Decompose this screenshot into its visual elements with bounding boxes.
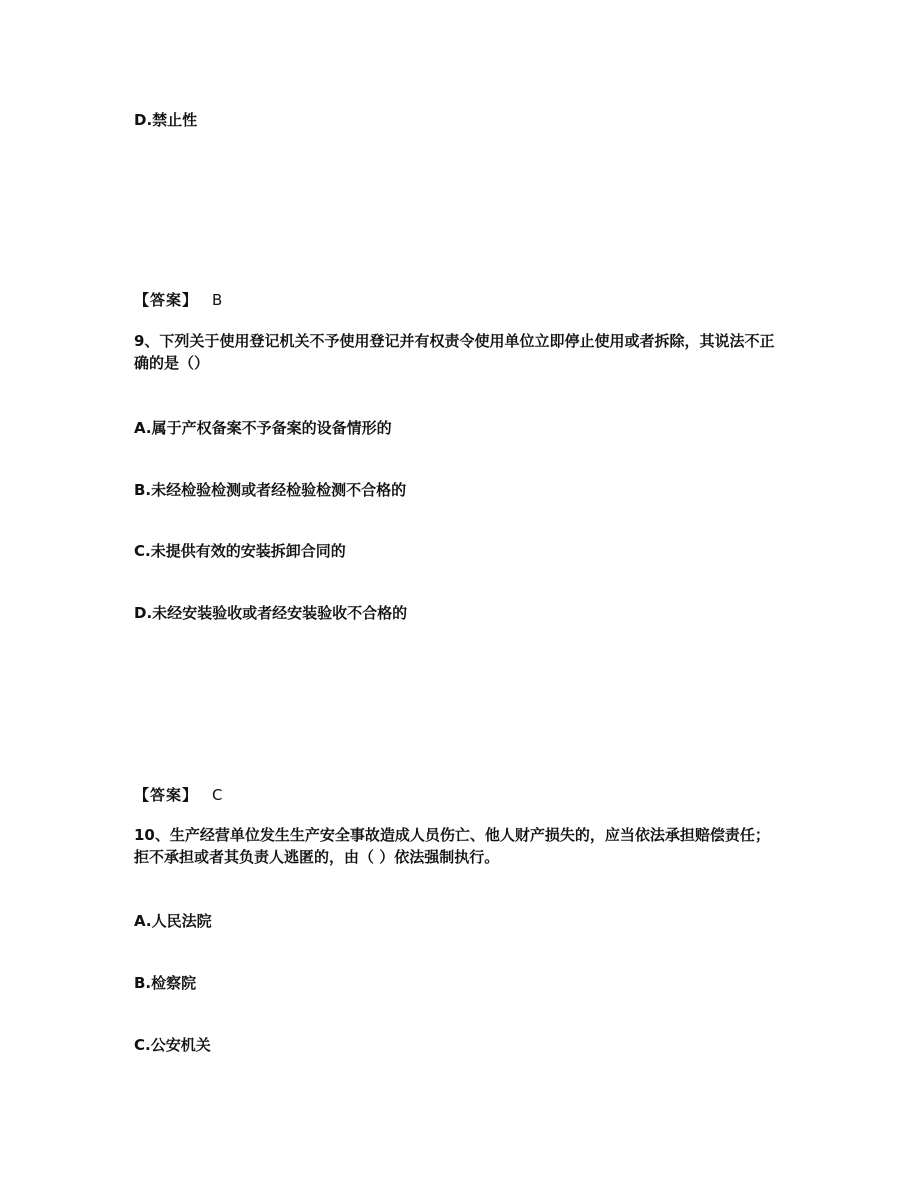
answer-row-q8	[134, 290, 222, 310]
question-10-option-a: A.人民法院	[134, 912, 212, 930]
question-10-option-b: B.检察院	[134, 974, 197, 992]
answer-value: C	[212, 786, 223, 804]
answer-label: 【答案】	[134, 786, 199, 804]
previous-question-option-d: D.禁止性	[134, 111, 198, 129]
question-9-text: 9、下列关于使用登记机关不予使用登记并有权责令使用单位立即停止使用或者拆除，其说法不正确的是（）	[134, 332, 775, 372]
question-9-option-b: B.未经检验检测或者经检验检测不合格的	[134, 481, 407, 499]
question-9-option-a: A.属于产权备案不予备案的设备情形的	[134, 419, 392, 437]
answer-value: B	[212, 291, 223, 309]
question-9-option-c: C.未提供有效的安装拆卸合同的	[134, 542, 346, 560]
question-10-option-c: C.公安机关	[134, 1036, 211, 1054]
answer-label: 【答案】	[134, 291, 199, 309]
answer-row-q9	[134, 785, 223, 805]
question-10-text: 10、生产经营单位发生生产安全事故造成人员伤亡、他人财产损失的，应当依法承担赔偿责任；拒不承担或者其负责人逃匿的，由（ ）依法强制执行。	[134, 826, 770, 866]
question-9-option-d: D.未经安装验收或者经安装验收不合格的	[134, 604, 408, 622]
